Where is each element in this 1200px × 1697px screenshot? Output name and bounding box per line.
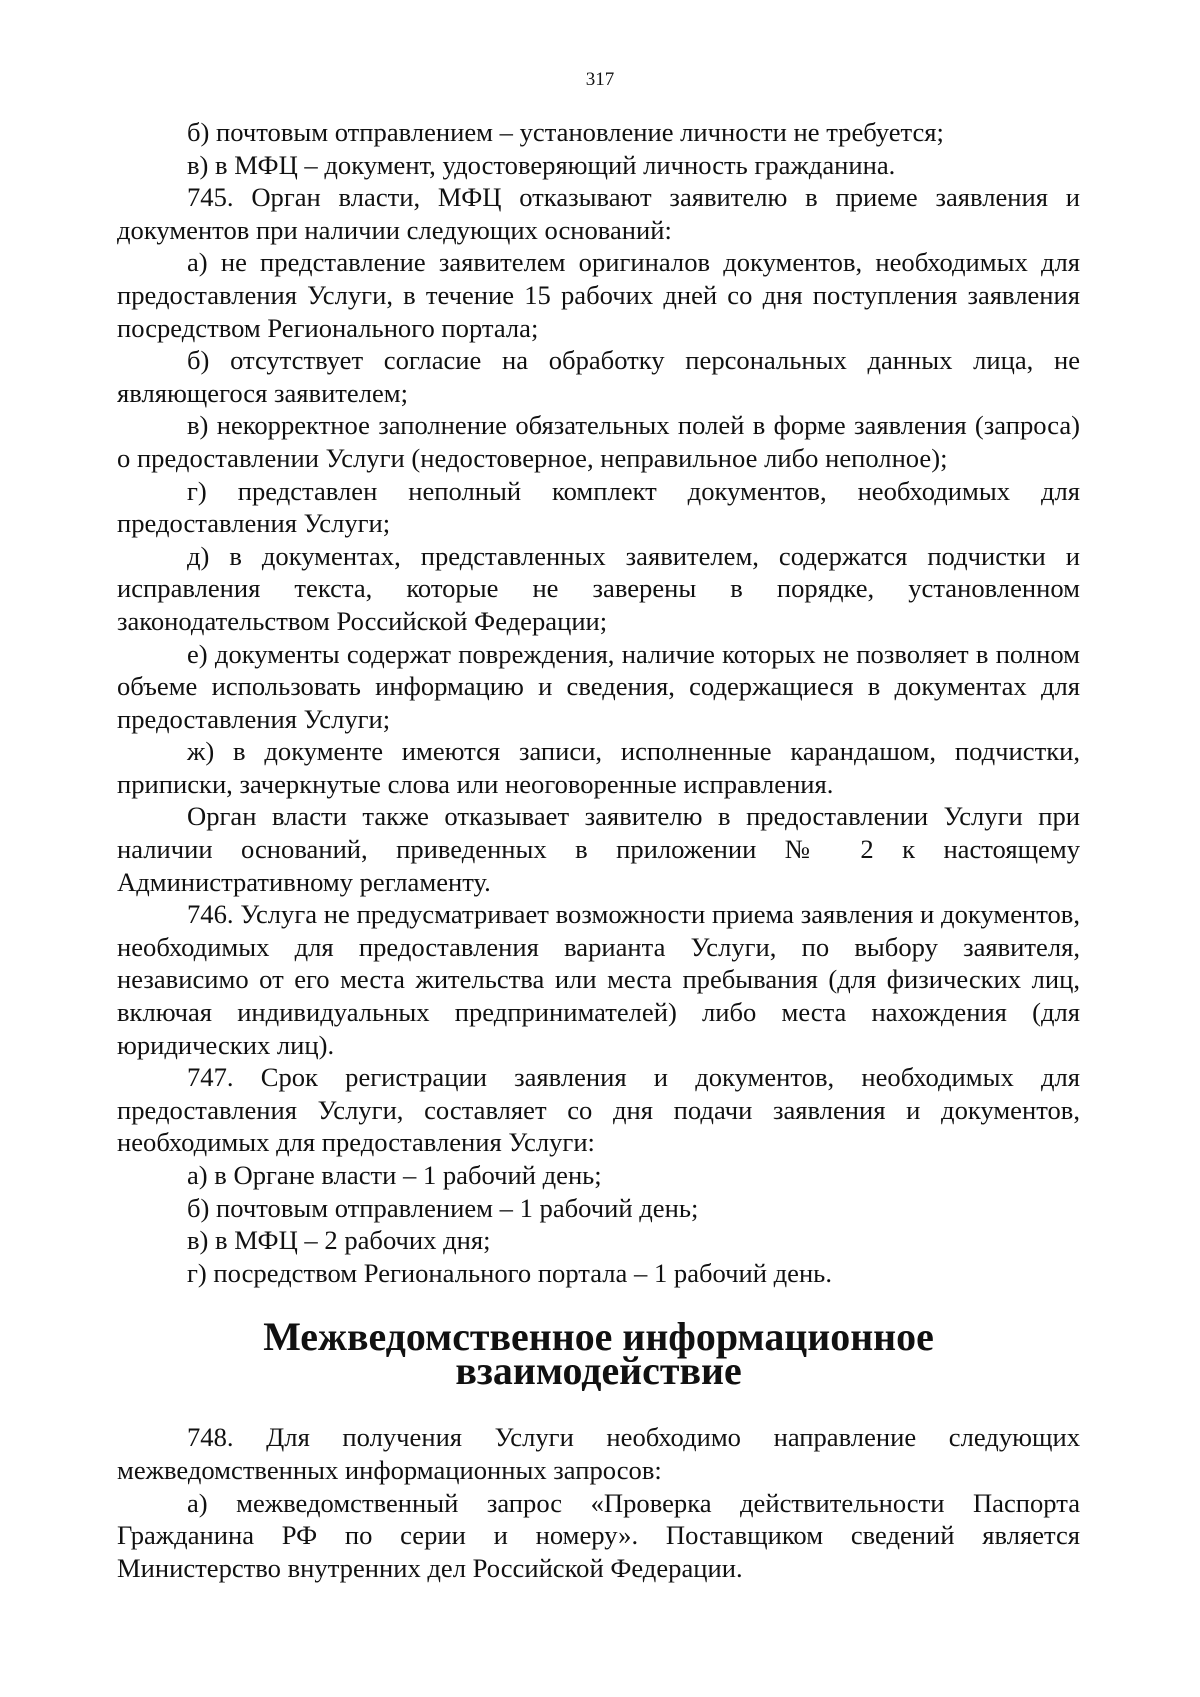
paragraph-747-a: а) в Органе власти – 1 рабочий день; — [187, 1160, 602, 1190]
paragraph-748-a: а) межведомственный запрос «Проверка действительности Паспорта Гражданина РФ по серии и номеру». Поставщиком сведений является Министерство внутренних дел Российской Федерации. — [117, 1487, 1080, 1583]
paragraph-747: 747. Срок регистрации заявления и документов, необходимых для предоставления Услуги, составляет со дня подачи заявления и документов, необходимых для предоставления Услуги: — [117, 1062, 1080, 1158]
paragraph-745: 745. Орган власти, МФЦ отказывают заявителю в приеме заявления и документов при наличии следующих оснований: — [117, 182, 1080, 245]
document-body — [117, 116, 1080, 1584]
paragraph-745-zh: ж) в документе имеются записи, исполненные карандашом, подчистки, приписки, зачеркнутые слова или неоговоренные исправления. — [117, 736, 1080, 799]
paragraph-747-v: в) в МФЦ – 2 рабочих дня; — [187, 1225, 491, 1256]
paragraph-b-postal: б) почтовым отправлением – установление личности не требуется; — [187, 117, 944, 147]
paragraph-748: 748. Для получения Услуги необходимо направление следующих межведомственных информационных запросов: — [117, 1422, 1080, 1485]
paragraph-745-b: б) отсутствует согласие на обработку персональных данных лица, не являющегося заявителем; — [117, 345, 1080, 408]
paragraph-745-e: е) документы содержат повреждения, наличие которых не позволяет в полном объеме использовать информацию и сведения, содержащиеся в документах для предоставления Услуги; — [117, 638, 1080, 734]
paragraph-747-b: б) почтовым отправлением – 1 рабочий день; — [187, 1192, 699, 1223]
page-number: 317 — [585, 69, 615, 90]
paragraph-745-g: г) представлен неполный комплект документов, необходимых для предоставления Услуги; — [117, 475, 1080, 539]
paragraph-746: 746. Услуга не предусматривает возможности приема заявления и документов, необходимых для предоставления варианта Услуги, по выбору заявителя, независимо от его места жительства или места пребывания (для физических лиц, включая индивидуальных предпринимателей) либо места нахождения (для юридических лиц). — [117, 899, 1080, 1060]
paragraph-747-g: г) посредством Регионального портала – 1 рабочий день. — [187, 1257, 832, 1288]
paragraph-refusal: Орган власти также отказывает заявителю в предоставлении Услуги при наличии оснований, приведенных в приложении № 2 к настоящему Административному регламенту. — [117, 801, 1080, 897]
paragraph-745-d: д) в документах, представленных заявителем, содержатся подчистки и исправления текста, которые не заверены в порядке, установленном законодательством Российской Федерации; — [117, 540, 1080, 636]
paragraph-v-mfc: в) в МФЦ – документ, удостоверяющий личность гражданина. — [187, 149, 896, 180]
paragraph-745-v: в) некорректное заполнение обязательных полей в форме заявления (запроса) о предоставлении Услуги (недостоверное, неправильное либо неполное); — [117, 410, 1080, 473]
section-heading: Межведомственное информационное взаимодействие — [263, 1314, 934, 1394]
paragraph-745-a: а) не представление заявителем оригиналов документов, необходимых для предоставления Услуги, в течение 15 рабочих дней со дня поступления заявления посредством Регионального портала; — [117, 247, 1080, 343]
